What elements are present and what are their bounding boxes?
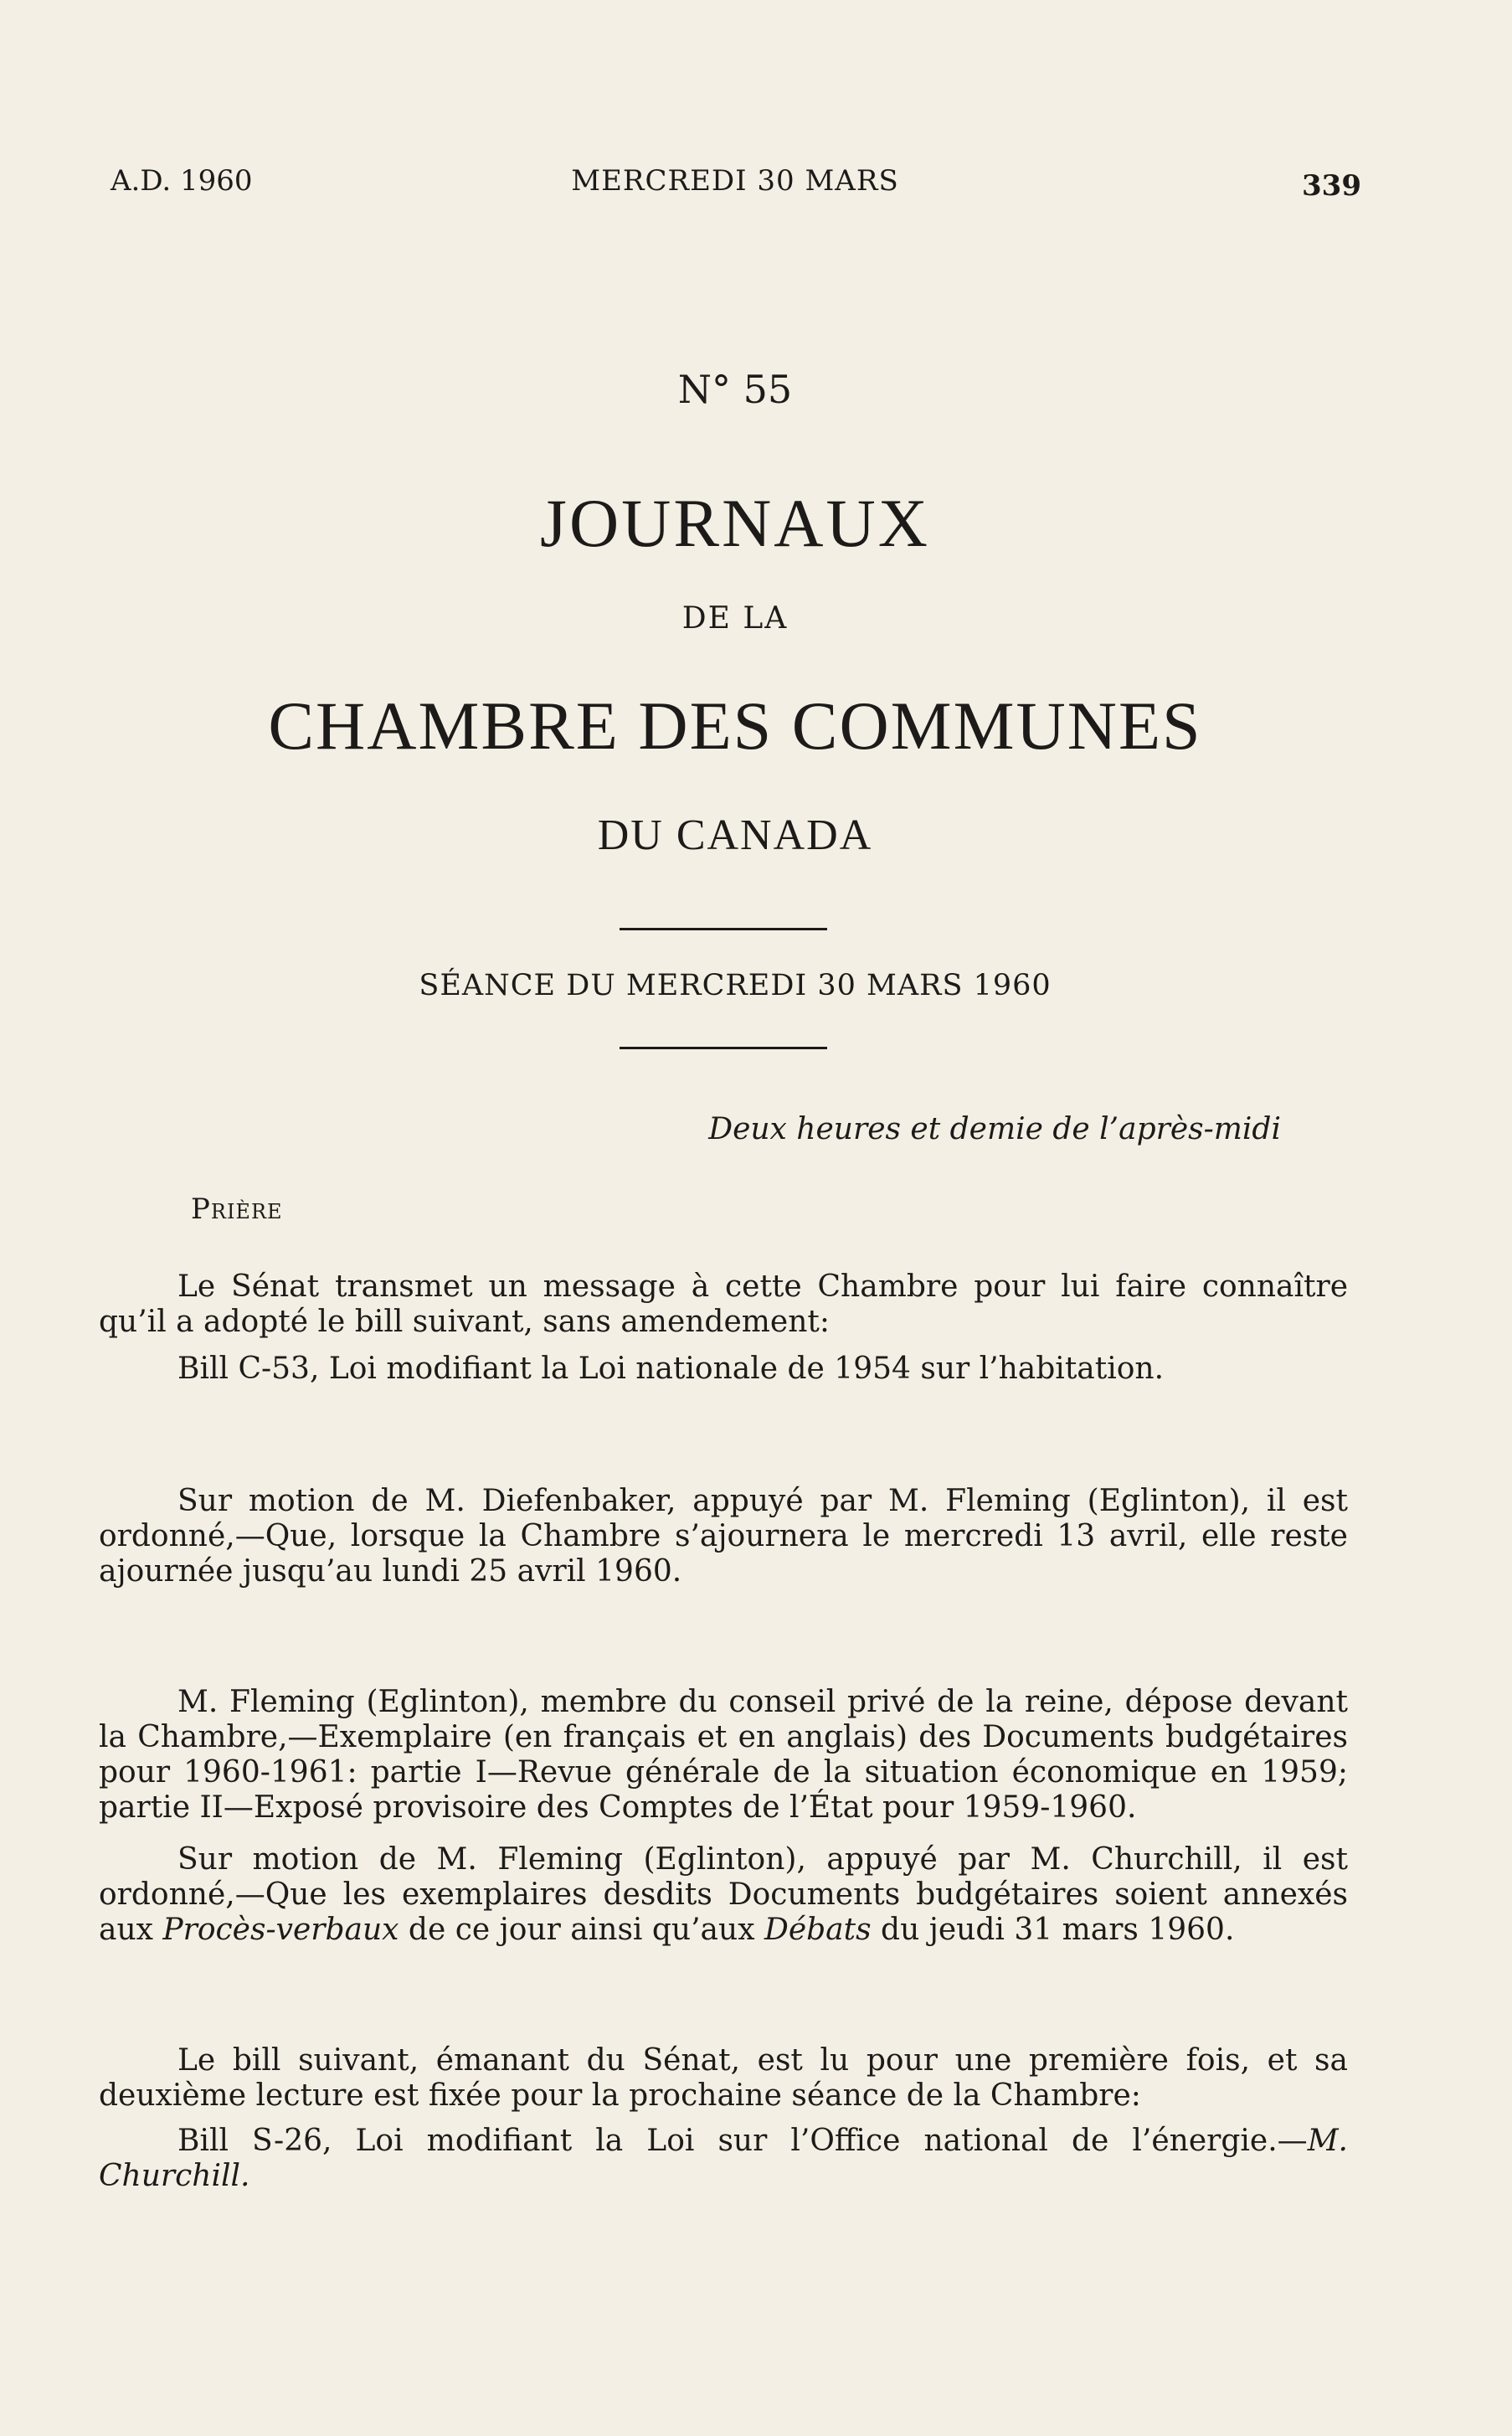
session-time: Deux heures et demie de l’après-midi [708, 1112, 1281, 1146]
bill-s26-text: Bill S-26, Loi modifiant la Loi sur l’Office national de l’énergie.— [177, 2124, 1308, 2158]
paragraph-senate-message: Le Sénat transmet un message à cette Chambre pour lui faire connaître qu’il a adopté le bill suivant, sans amendement: [99, 1270, 1348, 1339]
divider-bottom [620, 1047, 827, 1049]
country-title: DU CANADA [597, 811, 873, 859]
house-title: CHAMBRE DES COMMUNES [268, 688, 1202, 764]
annex-text-2: de ce jour ainsi qu’aux [399, 1913, 764, 1947]
paragraph-senate-bill: Le bill suivant, émanant du Sénat, est lu pour une première fois, et sa deuxième lecture est fixée pour la prochaine séance de la Chambre: [99, 2043, 1348, 2113]
header-date: MERCREDI 30 MARS [571, 164, 899, 198]
annex-text-3: du jeudi 31 mars 1960. [871, 1913, 1235, 1947]
issue-number: N° 55 [677, 367, 793, 412]
page-number: 339 [1302, 169, 1361, 203]
running-header [0, 164, 1512, 206]
paragraph-annex-motion [99, 1842, 1348, 1948]
annex-text-debats: Débats [764, 1913, 872, 1947]
prayer-heading: Prière [191, 1192, 283, 1226]
paragraph-bill-c53: Bill C-53, Loi modifiant la Loi nationale de 1954 sur l’habitation. [177, 1352, 1165, 1386]
divider-top [620, 928, 827, 930]
journal-title: JOURNAUX [540, 485, 930, 561]
paragraph-adjournment-motion: Sur motion de M. Diefenbaker, appuyé par M. Fleming (Eglinton), il est ordonné,—Que, lorsque la Chambre s’ajournera le mercredi 13 avril, elle reste ajournée jusqu’au lundi 25 avril 1960. [99, 1484, 1348, 1589]
annex-text-proces-verbaux: Procès-verbaux [162, 1913, 399, 1947]
paragraph-budget-documents: M. Fleming (Eglinton), membre du conseil privé de la reine, dépose devant la Chambre,—Exemplaire (en français et en anglais) des Documents budgétaires pour 1960-1961: partie I—Revue générale de la situation économique en 1959; partie II—Exposé provisoire des Comptes de l’État pour 1959-1960. [99, 1685, 1348, 1825]
annex-text-1: Sur motion de M. Fleming (Eglinton), appuyé par M. Churchill, il est ordonné,—Que les exemplaires desdits Documents budgétaires soient annexés aux [99, 1842, 1348, 1947]
title-connector: DE LA [681, 601, 789, 636]
paragraph-bill-s26 [99, 2124, 1348, 2194]
session-heading: SÉANCE DU MERCREDI 30 MARS 1960 [419, 969, 1052, 1002]
bill-s26-sponsor: M. Churchill. [99, 2124, 1348, 2193]
header-year: A.D. 1960 [111, 164, 253, 198]
